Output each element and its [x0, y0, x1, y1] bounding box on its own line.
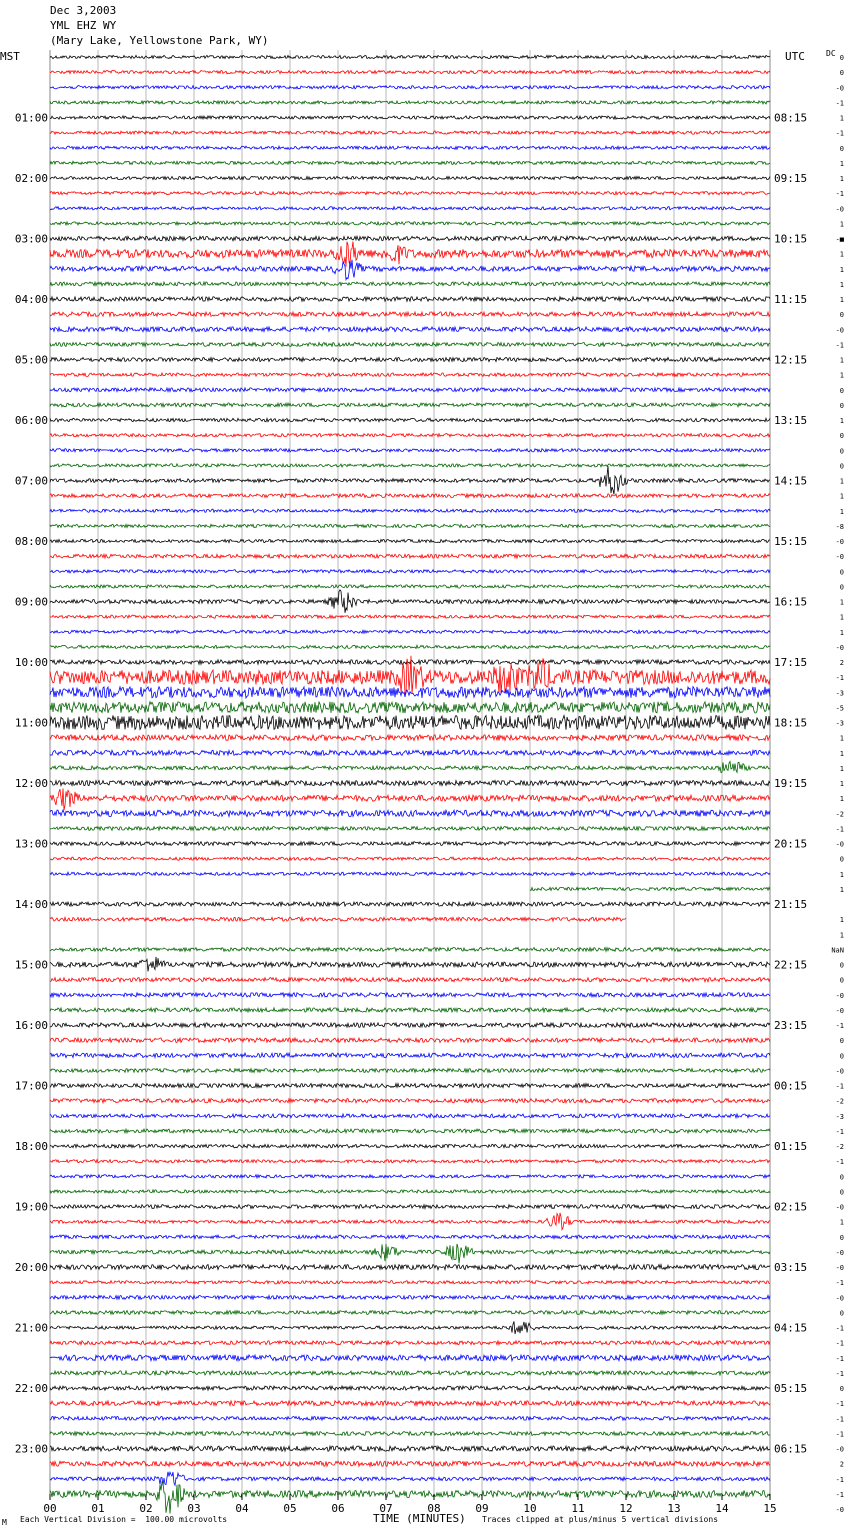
trace-row-17 [50, 312, 770, 317]
trace-row-31 [50, 524, 770, 527]
utc-label-22: 06:15 [774, 1442, 808, 1456]
dc-offset-74: 0 [839, 1173, 844, 1182]
dc-offset-91: -1 [835, 1430, 844, 1439]
dc-offset-31: -8 [835, 522, 844, 531]
trace-row-47 [50, 762, 770, 773]
trace-row-30 [50, 509, 770, 512]
trace-row-44 [50, 715, 770, 729]
dc-offset-55: 1 [839, 885, 844, 894]
left-timezone-label: MST [0, 50, 20, 63]
trace-row-39 [50, 645, 770, 648]
trace-row-67 [50, 1069, 770, 1073]
dc-offset-38: 1 [839, 628, 844, 637]
dc-offset-0: 0 [839, 54, 844, 62]
trace-row-66 [50, 1053, 770, 1058]
dc-offset-50: -2 [835, 810, 844, 819]
dc-offset-67: -0 [835, 1067, 844, 1076]
trace-row-16 [50, 297, 770, 302]
dc-offset-53: 0 [839, 855, 844, 864]
x-tick-label-15: 15 [763, 1502, 777, 1515]
utc-label-16: 00:15 [774, 1079, 808, 1093]
trace-row-54 [50, 872, 770, 875]
trace-row-86 [50, 1355, 770, 1361]
dc-offset-39: -0 [835, 643, 844, 652]
dc-offset-27: 0 [839, 462, 844, 471]
trace-row-12 [50, 236, 770, 241]
station-date: Dec 3,2003 [50, 4, 117, 17]
utc-label-13: 21:15 [774, 898, 808, 912]
trace-row-20 [50, 358, 770, 362]
trace-row-26 [50, 449, 770, 452]
dc-offset-41: -1 [835, 674, 844, 683]
dc-offset-37: 1 [839, 613, 844, 622]
dc-offset-57: 1 [839, 916, 844, 925]
dc-offset-40: 2 [839, 659, 844, 668]
dc-offset-88: 0 [839, 1385, 844, 1394]
utc-label-7: 15:15 [774, 535, 808, 549]
dc-offset-30: 1 [839, 507, 844, 516]
mst-label-15: 16:00 [14, 1019, 48, 1033]
trace-row-70 [50, 1114, 770, 1118]
dc-offset-labels [831, 54, 844, 1514]
trace-row-87 [50, 1371, 770, 1375]
trace-row-15 [50, 282, 770, 286]
dc-offset-26: 0 [839, 447, 844, 456]
trace-row-35 [50, 585, 770, 588]
dc-offset-95: -1 [835, 1491, 844, 1499]
dc-offset-81: -1 [835, 1279, 844, 1288]
utc-hour-labels [774, 112, 807, 1456]
trace-row-34 [50, 570, 770, 573]
dc-offset-62: -0 [835, 991, 844, 1000]
dc-offset-10: -0 [835, 205, 844, 214]
utc-label-3: 11:15 [774, 293, 808, 307]
x-tick-label-10: 10 [523, 1502, 537, 1515]
utc-label-18: 02:15 [774, 1200, 808, 1214]
trace-row-14 [50, 260, 770, 280]
dc-offset-29: 1 [839, 492, 844, 501]
utc-label-15: 23:15 [774, 1019, 808, 1033]
dc-offset-3: -1 [835, 99, 844, 108]
trace-row-83 [50, 1311, 770, 1315]
mst-label-4: 05:00 [14, 353, 48, 367]
dc-offset-92: -0 [835, 1445, 844, 1454]
dc-offset-87: -1 [835, 1369, 844, 1378]
scale-note: Each Vertical Division = 100.00 microvolts [20, 1515, 228, 1524]
dc-offset-96: -0 [835, 1506, 844, 1515]
dc-offset-70: -3 [835, 1112, 844, 1121]
trace-row-42 [50, 687, 770, 698]
trace-row-65 [50, 1038, 770, 1042]
dc-offset-82: -0 [835, 1294, 844, 1303]
dc-offset-4: 1 [839, 114, 844, 123]
dc-offset-2: -0 [835, 84, 844, 93]
dc-offset-13: 1 [839, 250, 844, 259]
trace-row-68 [50, 1084, 770, 1088]
trace-row-7 [50, 161, 770, 164]
trace-row-77 [50, 1213, 770, 1230]
trace-row-38 [50, 630, 770, 633]
mst-label-8: 09:00 [14, 595, 48, 609]
dc-offset-23: 0 [839, 401, 844, 410]
trace-row-88 [50, 1386, 770, 1390]
dc-offset-1: 0 [839, 69, 844, 78]
trace-row-24 [50, 418, 770, 422]
trace-row-37 [50, 615, 770, 618]
dc-offset-49: 1 [839, 795, 844, 804]
trace-row-45 [50, 735, 770, 741]
dc-offset-8: 1 [839, 175, 844, 184]
trace-row-25 [50, 434, 770, 437]
x-tick-label-13: 13 [667, 1502, 681, 1515]
dc-offset-46: 1 [839, 749, 844, 758]
mst-label-18: 19:00 [14, 1200, 48, 1214]
trace-row-81 [50, 1281, 770, 1284]
mst-label-12: 13:00 [14, 837, 48, 851]
dc-offset-9: -1 [835, 190, 844, 199]
x-tick-label-07: 07 [379, 1502, 393, 1515]
x-tick-label-03: 03 [187, 1502, 201, 1515]
mst-hour-labels [15, 112, 48, 1456]
trace-row-1 [50, 71, 770, 74]
mst-label-20: 21:00 [14, 1321, 48, 1335]
dc-offset-28: 1 [839, 477, 844, 486]
dc-offset-20: 1 [839, 356, 844, 365]
clip-note: Traces clipped at plus/minus 5 vertical divisions [482, 1515, 719, 1524]
station-code: YML EHZ WY [50, 19, 117, 32]
x-tick-label-08: 08 [427, 1502, 441, 1515]
trace-row-69 [50, 1099, 770, 1103]
dc-offset-64: -1 [835, 1022, 844, 1031]
trace-row-78 [50, 1235, 770, 1239]
trace-row-80 [50, 1265, 770, 1270]
trace-row-11 [50, 222, 770, 225]
trace-row-27 [50, 464, 770, 467]
mst-label-1: 02:00 [14, 172, 48, 186]
dc-offset-63: -0 [835, 1006, 844, 1015]
trace-row-89 [50, 1401, 770, 1406]
dc-offset-51: -1 [835, 825, 844, 834]
trace-row-72 [50, 1144, 770, 1148]
trace-row-51 [50, 827, 770, 831]
dc-offset-60: 0 [839, 961, 844, 970]
trace-row-48 [50, 781, 770, 786]
trace-row-52 [50, 842, 770, 846]
dc-offset-77: 1 [839, 1218, 844, 1227]
dc-offset-36: 1 [839, 598, 844, 607]
trace-row-21 [50, 373, 770, 377]
trace-row-84 [50, 1321, 770, 1334]
utc-label-1: 09:15 [774, 172, 808, 186]
trace-row-91 [50, 1432, 770, 1436]
utc-label-12: 20:15 [774, 837, 808, 851]
x-tick-label-01: 01 [91, 1502, 105, 1515]
minute-gridlines [50, 50, 770, 1498]
utc-label-5: 13:15 [774, 414, 808, 428]
trace-row-76 [50, 1205, 770, 1209]
dc-offset-42: -3 [835, 689, 844, 698]
dc-offset-80: -0 [835, 1264, 844, 1273]
dc-offset-7: 1 [839, 159, 844, 168]
trace-row-53 [50, 857, 770, 860]
trace-row-94 [50, 1472, 770, 1486]
utc-label-2: 10:15 [774, 232, 808, 246]
trace-row-22 [50, 388, 770, 392]
mst-label-7: 08:00 [14, 535, 48, 549]
trace-row-13 [50, 241, 770, 266]
seismogram-traces [50, 55, 770, 1513]
dc-offset-90: -1 [835, 1415, 844, 1424]
trace-row-71 [50, 1129, 770, 1133]
dc-offset-11: 1 [839, 220, 844, 229]
trace-row-6 [50, 146, 770, 149]
dc-offset-45: 1 [839, 734, 844, 743]
dc-offset-76: -0 [835, 1203, 844, 1212]
trace-row-46 [50, 750, 770, 755]
dc-offset-78: 0 [839, 1233, 844, 1242]
trace-row-19 [50, 343, 770, 347]
mst-label-9: 10:00 [14, 656, 48, 670]
dc-offset-12: -■ [835, 235, 844, 244]
trace-row-64 [50, 1023, 770, 1027]
trace-row-62 [50, 993, 770, 997]
trace-row-29 [50, 494, 770, 498]
mst-label-11: 12:00 [14, 777, 48, 791]
trace-row-95 [50, 1482, 770, 1514]
x-tick-label-00: 00 [43, 1502, 57, 1515]
trace-row-63 [50, 1008, 770, 1012]
dc-offset-44: -3 [835, 719, 844, 728]
dc-offset-15: 1 [839, 280, 844, 289]
utc-label-19: 03:15 [774, 1261, 808, 1275]
mst-label-16: 17:00 [14, 1079, 48, 1093]
utc-label-21: 05:15 [774, 1382, 808, 1396]
trace-row-75 [50, 1190, 770, 1193]
utc-label-8: 16:15 [774, 595, 808, 609]
dc-offset-48: 1 [839, 780, 844, 789]
trace-row-59 [50, 948, 770, 952]
trace-row-5 [50, 131, 770, 134]
dc-offset-34: 0 [839, 568, 844, 577]
trace-row-28 [50, 466, 770, 494]
mst-label-22: 23:00 [14, 1442, 48, 1456]
trace-row-23 [50, 403, 770, 407]
trace-row-33 [50, 554, 770, 558]
x-tick-label-05: 05 [283, 1502, 297, 1515]
x-tick-label-14: 14 [715, 1502, 729, 1515]
dc-label: DC [826, 49, 836, 58]
dc-offset-47: 1 [839, 764, 844, 773]
dc-offset-19: -1 [835, 341, 844, 350]
mst-label-14: 15:00 [14, 958, 48, 972]
mst-label-3: 04:00 [14, 293, 48, 307]
utc-label-17: 01:15 [774, 1140, 808, 1154]
dc-offset-22: 0 [839, 386, 844, 395]
dc-offset-73: -1 [835, 1158, 844, 1167]
trace-row-2 [50, 86, 770, 89]
mst-label-0: 01:00 [14, 111, 48, 125]
x-axis-title: TIME (MINUTES) [373, 1512, 466, 1525]
utc-label-10: 18:15 [774, 716, 808, 730]
trace-row-56 [50, 902, 770, 906]
mst-label-6: 07:00 [14, 474, 48, 488]
dc-offset-43: -5 [835, 704, 844, 713]
dc-offset-93: 2 [839, 1460, 844, 1469]
station-location: (Mary Lake, Yellowstone Park, WY) [50, 34, 269, 47]
trace-row-74 [50, 1175, 770, 1178]
trace-row-8 [50, 176, 770, 179]
trace-row-61 [50, 978, 770, 982]
mst-label-17: 18:00 [14, 1140, 48, 1154]
trace-row-9 [50, 192, 770, 195]
dc-offset-16: 1 [839, 296, 844, 305]
utc-label-14: 22:15 [774, 958, 808, 972]
trace-row-85 [50, 1341, 770, 1345]
trace-row-49 [50, 788, 770, 810]
utc-label-9: 17:15 [774, 656, 808, 670]
x-tick-label-04: 04 [235, 1502, 249, 1515]
utc-label-4: 12:15 [774, 353, 808, 367]
dc-offset-65: 0 [839, 1037, 844, 1046]
trace-row-60 [50, 957, 770, 972]
dc-offset-25: 0 [839, 432, 844, 441]
utc-label-20: 04:15 [774, 1321, 808, 1335]
x-tick-label-12: 12 [619, 1502, 633, 1515]
mst-label-13: 14:00 [14, 898, 48, 912]
trace-row-4 [50, 116, 770, 119]
mst-label-10: 11:00 [14, 716, 48, 730]
utc-label-6: 14:15 [774, 474, 808, 488]
x-tick-label-11: 11 [571, 1502, 585, 1515]
dc-offset-33: -0 [835, 553, 844, 562]
dc-offset-94: -1 [835, 1475, 844, 1484]
mst-label-21: 22:00 [14, 1382, 48, 1396]
dc-offset-24: 1 [839, 417, 844, 426]
dc-offset-54: 1 [839, 870, 844, 879]
mst-label-2: 03:00 [14, 232, 48, 246]
dc-offset-52: -0 [835, 840, 844, 849]
dc-offset-6: 0 [839, 144, 844, 153]
dc-offset-5: -1 [835, 129, 844, 138]
x-tick-label-02: 02 [139, 1502, 153, 1515]
dc-offset-79: -0 [835, 1248, 844, 1257]
trace-row-43 [50, 702, 770, 713]
right-timezone-label: UTC [785, 50, 805, 63]
dc-offset-17: 0 [839, 311, 844, 320]
dc-offset-84: -1 [835, 1324, 844, 1333]
trace-row-82 [50, 1295, 770, 1299]
trace-row-40 [50, 660, 770, 665]
trace-row-50 [50, 810, 770, 816]
corner-mark: M [2, 1518, 7, 1527]
dc-offset-69: -2 [835, 1097, 844, 1106]
trace-row-73 [50, 1160, 770, 1163]
x-tick-label-06: 06 [331, 1502, 345, 1515]
dc-offset-75: 0 [839, 1188, 844, 1197]
trace-row-90 [50, 1416, 770, 1420]
dc-offset-85: -1 [835, 1339, 844, 1348]
trace-row-79 [50, 1244, 770, 1263]
dc-offset-59: NaN [831, 946, 844, 955]
trace-row-36 [50, 590, 770, 613]
dc-offset-21: 1 [839, 371, 844, 380]
dc-offset-71: -1 [835, 1127, 844, 1136]
trace-row-93 [50, 1461, 770, 1466]
dc-offset-68: -1 [835, 1082, 844, 1091]
dc-offset-58: 1 [839, 931, 844, 940]
dc-offset-32: -0 [835, 538, 844, 547]
trace-row-3 [50, 101, 770, 104]
dc-offset-72: -2 [835, 1143, 844, 1152]
trace-row-18 [50, 327, 770, 332]
trace-row-0 [50, 55, 770, 58]
trace-row-55 [530, 887, 770, 890]
x-tick-label-09: 09 [475, 1502, 489, 1515]
dc-offset-89: -1 [835, 1400, 844, 1409]
utc-label-0: 08:15 [774, 111, 808, 125]
dc-offset-61: 0 [839, 976, 844, 985]
mst-label-5: 06:00 [14, 414, 48, 428]
utc-label-11: 19:15 [774, 777, 808, 791]
trace-row-92 [50, 1446, 770, 1451]
dc-offset-86: -1 [835, 1354, 844, 1363]
dc-offset-18: -0 [835, 326, 844, 335]
trace-row-32 [50, 539, 770, 542]
mst-label-19: 20:00 [14, 1261, 48, 1275]
dc-offset-14: 1 [839, 265, 844, 274]
dc-offset-83: 0 [839, 1309, 844, 1318]
trace-row-10 [50, 207, 770, 210]
dc-offset-35: 0 [839, 583, 844, 592]
dc-offset-66: 0 [839, 1052, 844, 1061]
